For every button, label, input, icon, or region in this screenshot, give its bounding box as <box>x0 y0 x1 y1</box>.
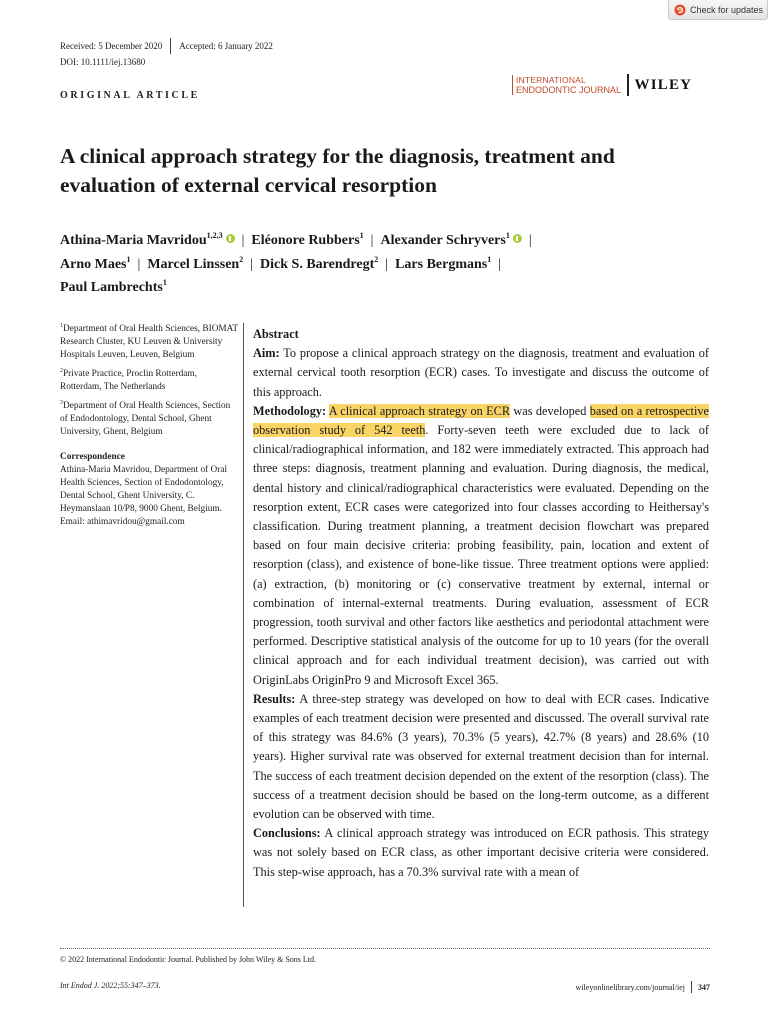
abstract-results: Results: A three-step strategy was developed on how to deal with ECR cases. Indicative examples of each treatment decision were presented and discussed. The overall survival rate of this strategy was 84.6% (3 years), 70.3% (5 years), 42.7% (8 years) and 28.6% (10 years). Higher survival rate was observed for external treatment decision than for internal. The success of each treatment decision depended on the extent of the resorption (class). The success of a treatment decision should be based on the long-term outcome, as a different evolution can be observed with time. <box>253 691 709 822</box>
correspondence-heading: Correspondence <box>60 452 125 462</box>
received-date: Received: 5 December 2020 <box>60 41 163 51</box>
page-number: 347 <box>698 982 710 992</box>
correspondence-text: Athina-Maria Mavridou, Department of Oral Health Sciences, Section of Endodontology, Dental School, Ghent University, C. Heymanslaan 10/P8, 9000 Ghent, Belgium. <box>60 465 228 514</box>
journal-logo <box>512 74 692 96</box>
orcid-icon[interactable] <box>513 234 522 243</box>
check-for-updates-label: Check for updates <box>690 4 764 15</box>
update-icon <box>674 4 686 16</box>
author-separator: | <box>241 233 245 248</box>
author-list <box>60 229 710 300</box>
author-affiliation-sup: 1 <box>487 254 492 264</box>
author-separator: | <box>370 233 374 248</box>
abstract-conclusions: Conclusions: A clinical approach strategy was introduced on ECR pathosis. This strategy was not solely based on ECR class, as other important decisive criteria were considered. This step-wise approach, has a 70.3% survival rate with a mean of <box>253 826 709 879</box>
author-affiliation-sup: 1 <box>359 231 364 240</box>
accepted-date: Accepted: 6 January 2022 <box>179 41 273 51</box>
abstract-methodology: Methodology: A clinical approach strategy on ECR was developed based on a retrospective observation study of 542 teeth. Forty-seven teeth were excluded due to lack of clinical/radiographical information, and 182 were immediately extracted. This approach had three steps: diagnosis, treatment planning and evaluation. During diagnosis, the medical, dental history and clinical/radiographical characteristics were evaluated. Depending on the resorption extent, ECR cases were categorized into four classes according to Heithersay's classification. During treatment planning, a treatment decision flowchart was prepared based on four main decisive criteria: probing feasibility, pain, location and extent of resorption (class), and existence of bone-like tissue. Three treatment options were applied: (a) extraction, (b) monitoring or (c) conservative treatment by external, internal or combination of internal-external treatments. During evaluation, assessment of ECR progression, tooth survival and other factors like aesthetics and periodontal attachment were performed. Descriptive statistical analysis of the outcome for up to 10 years (for the overall clinical approach and for each individual treatment decision), was carried out with OriginLabs OriginPro 9 and Microsoft Excel 365. <box>253 403 710 687</box>
correspondence-email[interactable]: Email: athimavridou@gmail.com <box>60 517 185 527</box>
orcid-icon[interactable] <box>226 234 235 243</box>
author-affiliation-sup: 1 <box>162 278 167 287</box>
highlight: A clinical approach strategy on ECR <box>328 403 511 418</box>
author-name[interactable]: Eléonore Rubbers <box>251 233 360 248</box>
article-type: ORIGINAL ARTICLE <box>60 90 200 101</box>
author-separator: | <box>137 256 141 272</box>
author-name[interactable]: Athina-Maria Mavridou <box>60 233 207 248</box>
logo-divider <box>627 74 629 96</box>
author-name[interactable]: Dick S. Barendregt <box>260 256 375 272</box>
author-name[interactable]: Paul Lambrechts <box>60 280 163 295</box>
author-affiliation-sup: 2 <box>374 254 379 264</box>
journal-url[interactable]: wileyonlinelibrary.com/journal/iej <box>575 982 685 992</box>
author-affiliation-sup: 1 <box>505 231 510 240</box>
author-separator: | <box>250 256 254 272</box>
copyright: © 2022 International Endodontic Journal. Published by John Wiley & Sons Ltd. <box>60 955 317 964</box>
affiliation-item: $^3$Department of Oral Health Sciences, Section of Endodontology, Dental School, Ghent University, Ghent, Belgium <box>60 400 231 437</box>
author-name[interactable]: Alexander Schryvers <box>380 233 506 248</box>
author-name[interactable]: Marcel Linssen <box>147 256 240 272</box>
journal-name-line2: ENDODONTIC JOURNAL <box>516 85 622 95</box>
check-for-updates-button[interactable] <box>668 0 768 20</box>
journal-name <box>512 75 621 95</box>
citation: Int Endod J. 2022;55:347–373. <box>60 981 161 990</box>
author-affiliation-sup: 1 <box>126 254 131 264</box>
doi-link[interactable]: DOI: 10.1111/iej.13680 <box>60 57 146 67</box>
footer-divider <box>60 948 710 949</box>
journal-name-line1: INTERNATIONAL <box>516 75 586 85</box>
abstract <box>253 325 709 882</box>
affiliations-column <box>60 323 238 529</box>
column-divider <box>243 323 244 907</box>
footer-right <box>576 981 710 993</box>
divider <box>170 38 171 54</box>
divider <box>691 981 692 993</box>
author-separator: | <box>528 233 532 248</box>
highlight: based on a retrospective observation study of 542 teeth <box>253 403 709 438</box>
author-separator: | <box>498 256 502 272</box>
publisher-logo: WILEY <box>634 76 693 93</box>
author-affiliation-sup: 1,2,3 <box>206 231 223 240</box>
affiliation-item: $^1$Department of Oral Health Sciences, BIOMAT Research Cluster, KU Leuven & University Hospitals Leuven, Leuven, Belgium <box>60 323 238 360</box>
abstract-aim: Aim: To propose a clinical approach strategy on the diagnosis, treatment and evaluation of external cervical tooth resorption (ECR) cases. To investigate and discuss the outcome of this approach. <box>253 346 709 399</box>
author-name[interactable]: Arno Maes <box>60 256 127 272</box>
article-dates <box>60 38 273 54</box>
author-affiliation-sup: 2 <box>239 254 244 264</box>
article-title: A clinical approach strategy for the diagnosis, treatment and evaluation of external cervical resorption <box>60 144 615 197</box>
abstract-heading: Abstract <box>253 327 299 341</box>
author-name[interactable]: Lars Bergmans <box>395 256 488 272</box>
author-separator: | <box>385 256 389 272</box>
affiliation-item: $^2$Private Practice, Proclin Rotterdam, Rotterdam, The Netherlands <box>60 368 197 392</box>
